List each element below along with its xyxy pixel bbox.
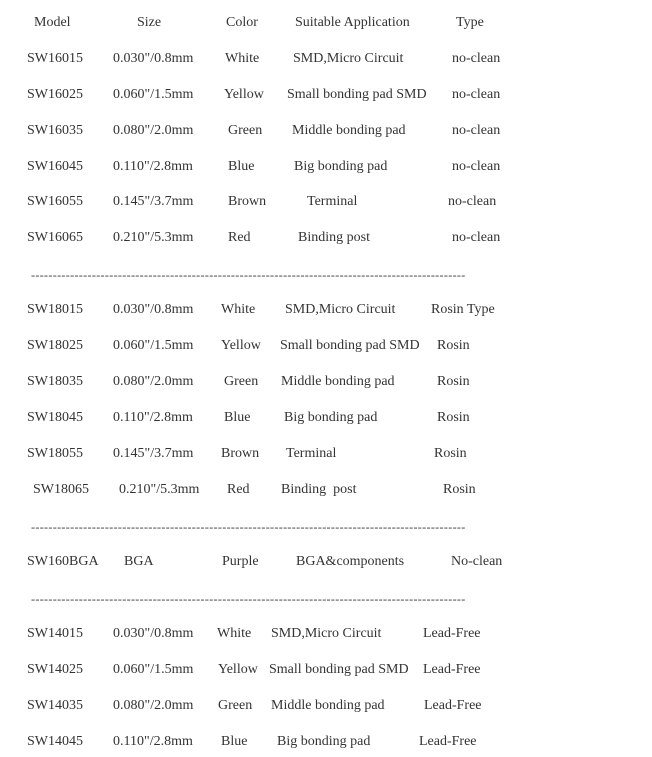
- cell-application: Big bonding pad: [277, 734, 371, 749]
- cell-color: Yellow: [221, 338, 261, 353]
- table-row: [0, 372, 652, 392]
- table-row: [0, 300, 652, 320]
- cell-application: Terminal: [307, 194, 358, 209]
- table-row: [0, 696, 652, 716]
- cell-type: no-clean: [452, 87, 501, 102]
- cell-color: White: [225, 51, 260, 66]
- cell-type: No-clean: [451, 554, 503, 569]
- cell-model: SW18035: [27, 374, 83, 389]
- cell-color: Brown: [228, 194, 267, 209]
- cell-application: Middle bonding pad: [271, 698, 385, 713]
- cell-size: 0.080"/2.0mm: [113, 698, 194, 713]
- cell-color: Yellow: [224, 87, 264, 102]
- cell-size: 0.145"/3.7mm: [113, 446, 194, 461]
- cell-type: Lead-Free: [423, 662, 481, 677]
- cell-application: Small bonding pad SMD: [280, 338, 420, 353]
- cell-model: SW16035: [27, 123, 83, 138]
- separator-line: ----------------------------------------------------------------------------------------------------: [31, 592, 466, 606]
- cell-type: Lead-Free: [419, 734, 477, 749]
- cell-color: Green: [218, 698, 253, 713]
- cell-size: BGA: [124, 554, 154, 569]
- cell-size: 0.060"/1.5mm: [113, 662, 194, 677]
- cell-model: SW18065: [33, 482, 89, 497]
- separator-line: ----------------------------------------------------------------------------------------------------: [31, 520, 466, 534]
- cell-type: Rosin: [437, 374, 470, 389]
- cell-application: Binding post: [298, 230, 370, 245]
- header-color: Color: [226, 15, 258, 30]
- cell-color: Purple: [222, 554, 259, 569]
- cell-type: Lead-Free: [423, 626, 481, 641]
- cell-color: Yellow: [218, 662, 258, 677]
- cell-type: no-clean: [452, 123, 501, 138]
- cell-size: 0.080"/2.0mm: [113, 123, 194, 138]
- table-row: [0, 624, 652, 644]
- cell-color: Green: [224, 374, 259, 389]
- table-row: [0, 444, 652, 464]
- cell-type: no-clean: [452, 51, 501, 66]
- cell-type: no-clean: [452, 159, 501, 174]
- header-type: Type: [456, 15, 484, 30]
- cell-size: 0.110"/2.8mm: [113, 410, 193, 425]
- cell-color: Red: [228, 230, 251, 245]
- cell-type: Rosin: [437, 338, 470, 353]
- cell-model: SW18045: [27, 410, 83, 425]
- cell-size: 0.060"/1.5mm: [113, 87, 194, 102]
- cell-application: Binding post: [281, 482, 357, 497]
- cell-application: Middle bonding pad: [292, 123, 406, 138]
- cell-application: SMD,Micro Circuit: [293, 51, 404, 66]
- cell-application: Big bonding pad: [294, 159, 388, 174]
- separator-line: ----------------------------------------------------------------------------------------------------: [31, 268, 466, 282]
- cell-model: SW14025: [27, 662, 83, 677]
- table-row: [0, 85, 652, 105]
- table-row: [0, 192, 652, 212]
- table-row: [0, 336, 652, 356]
- cell-size: 0.110"/2.8mm: [113, 159, 193, 174]
- cell-size: 0.060"/1.5mm: [113, 338, 194, 353]
- cell-color: Green: [228, 123, 263, 138]
- cell-size: 0.030"/0.8mm: [113, 51, 194, 66]
- table-row: [0, 480, 652, 500]
- cell-color: White: [217, 626, 252, 641]
- cell-model: SW16065: [27, 230, 83, 245]
- cell-type: no-clean: [448, 194, 497, 209]
- cell-size: 0.145"/3.7mm: [113, 194, 194, 209]
- cell-application: Terminal: [286, 446, 337, 461]
- cell-type: Lead-Free: [424, 698, 482, 713]
- cell-application: Small bonding pad SMD: [287, 87, 427, 102]
- cell-model: SW16025: [27, 87, 83, 102]
- table-row: [0, 660, 652, 680]
- cell-type: no-clean: [452, 230, 501, 245]
- table-row: [0, 228, 652, 248]
- cell-size: 0.210"/5.3mm: [113, 230, 194, 245]
- cell-model: SW16045: [27, 159, 83, 174]
- cell-color: Blue: [224, 410, 251, 425]
- cell-application: Small bonding pad SMD: [269, 662, 409, 677]
- cell-model: SW18025: [27, 338, 83, 353]
- table-row: [0, 49, 652, 69]
- cell-model: SW14035: [27, 698, 83, 713]
- table-header: [0, 13, 652, 33]
- cell-application: SMD,Micro Circuit: [285, 302, 396, 317]
- cell-model: SW18015: [27, 302, 83, 317]
- cell-color: Brown: [221, 446, 260, 461]
- cell-model: SW16055: [27, 194, 83, 209]
- table-row: [0, 157, 652, 177]
- cell-color: Red: [227, 482, 250, 497]
- table-row: [0, 732, 652, 752]
- cell-type: Rosin: [434, 446, 467, 461]
- cell-size: 0.080"/2.0mm: [113, 374, 194, 389]
- cell-type: Rosin: [437, 410, 470, 425]
- cell-model: SW160BGA: [27, 554, 99, 569]
- table-row: [0, 121, 652, 141]
- cell-model: SW16015: [27, 51, 83, 66]
- cell-application: SMD,Micro Circuit: [271, 626, 382, 641]
- cell-size: 0.110"/2.8mm: [113, 734, 193, 749]
- cell-type: Rosin Type: [431, 302, 495, 317]
- table-row: [0, 408, 652, 428]
- cell-model: SW14045: [27, 734, 83, 749]
- cell-model: SW18055: [27, 446, 83, 461]
- cell-size: 0.210"/5.3mm: [119, 482, 200, 497]
- cell-color: Blue: [228, 159, 255, 174]
- cell-color: White: [221, 302, 256, 317]
- header-size: Size: [137, 15, 162, 30]
- cell-size: 0.030"/0.8mm: [113, 302, 194, 317]
- cell-model: SW14015: [27, 626, 83, 641]
- cell-type: Rosin: [443, 482, 476, 497]
- cell-application: BGA&components: [296, 554, 405, 569]
- table-row: [0, 552, 652, 572]
- header-model: Model: [34, 15, 71, 30]
- cell-application: Middle bonding pad: [281, 374, 395, 389]
- cell-size: 0.030"/0.8mm: [113, 626, 194, 641]
- cell-application: Big bonding pad: [284, 410, 378, 425]
- header-application: Suitable Application: [295, 15, 410, 30]
- cell-color: Blue: [221, 734, 248, 749]
